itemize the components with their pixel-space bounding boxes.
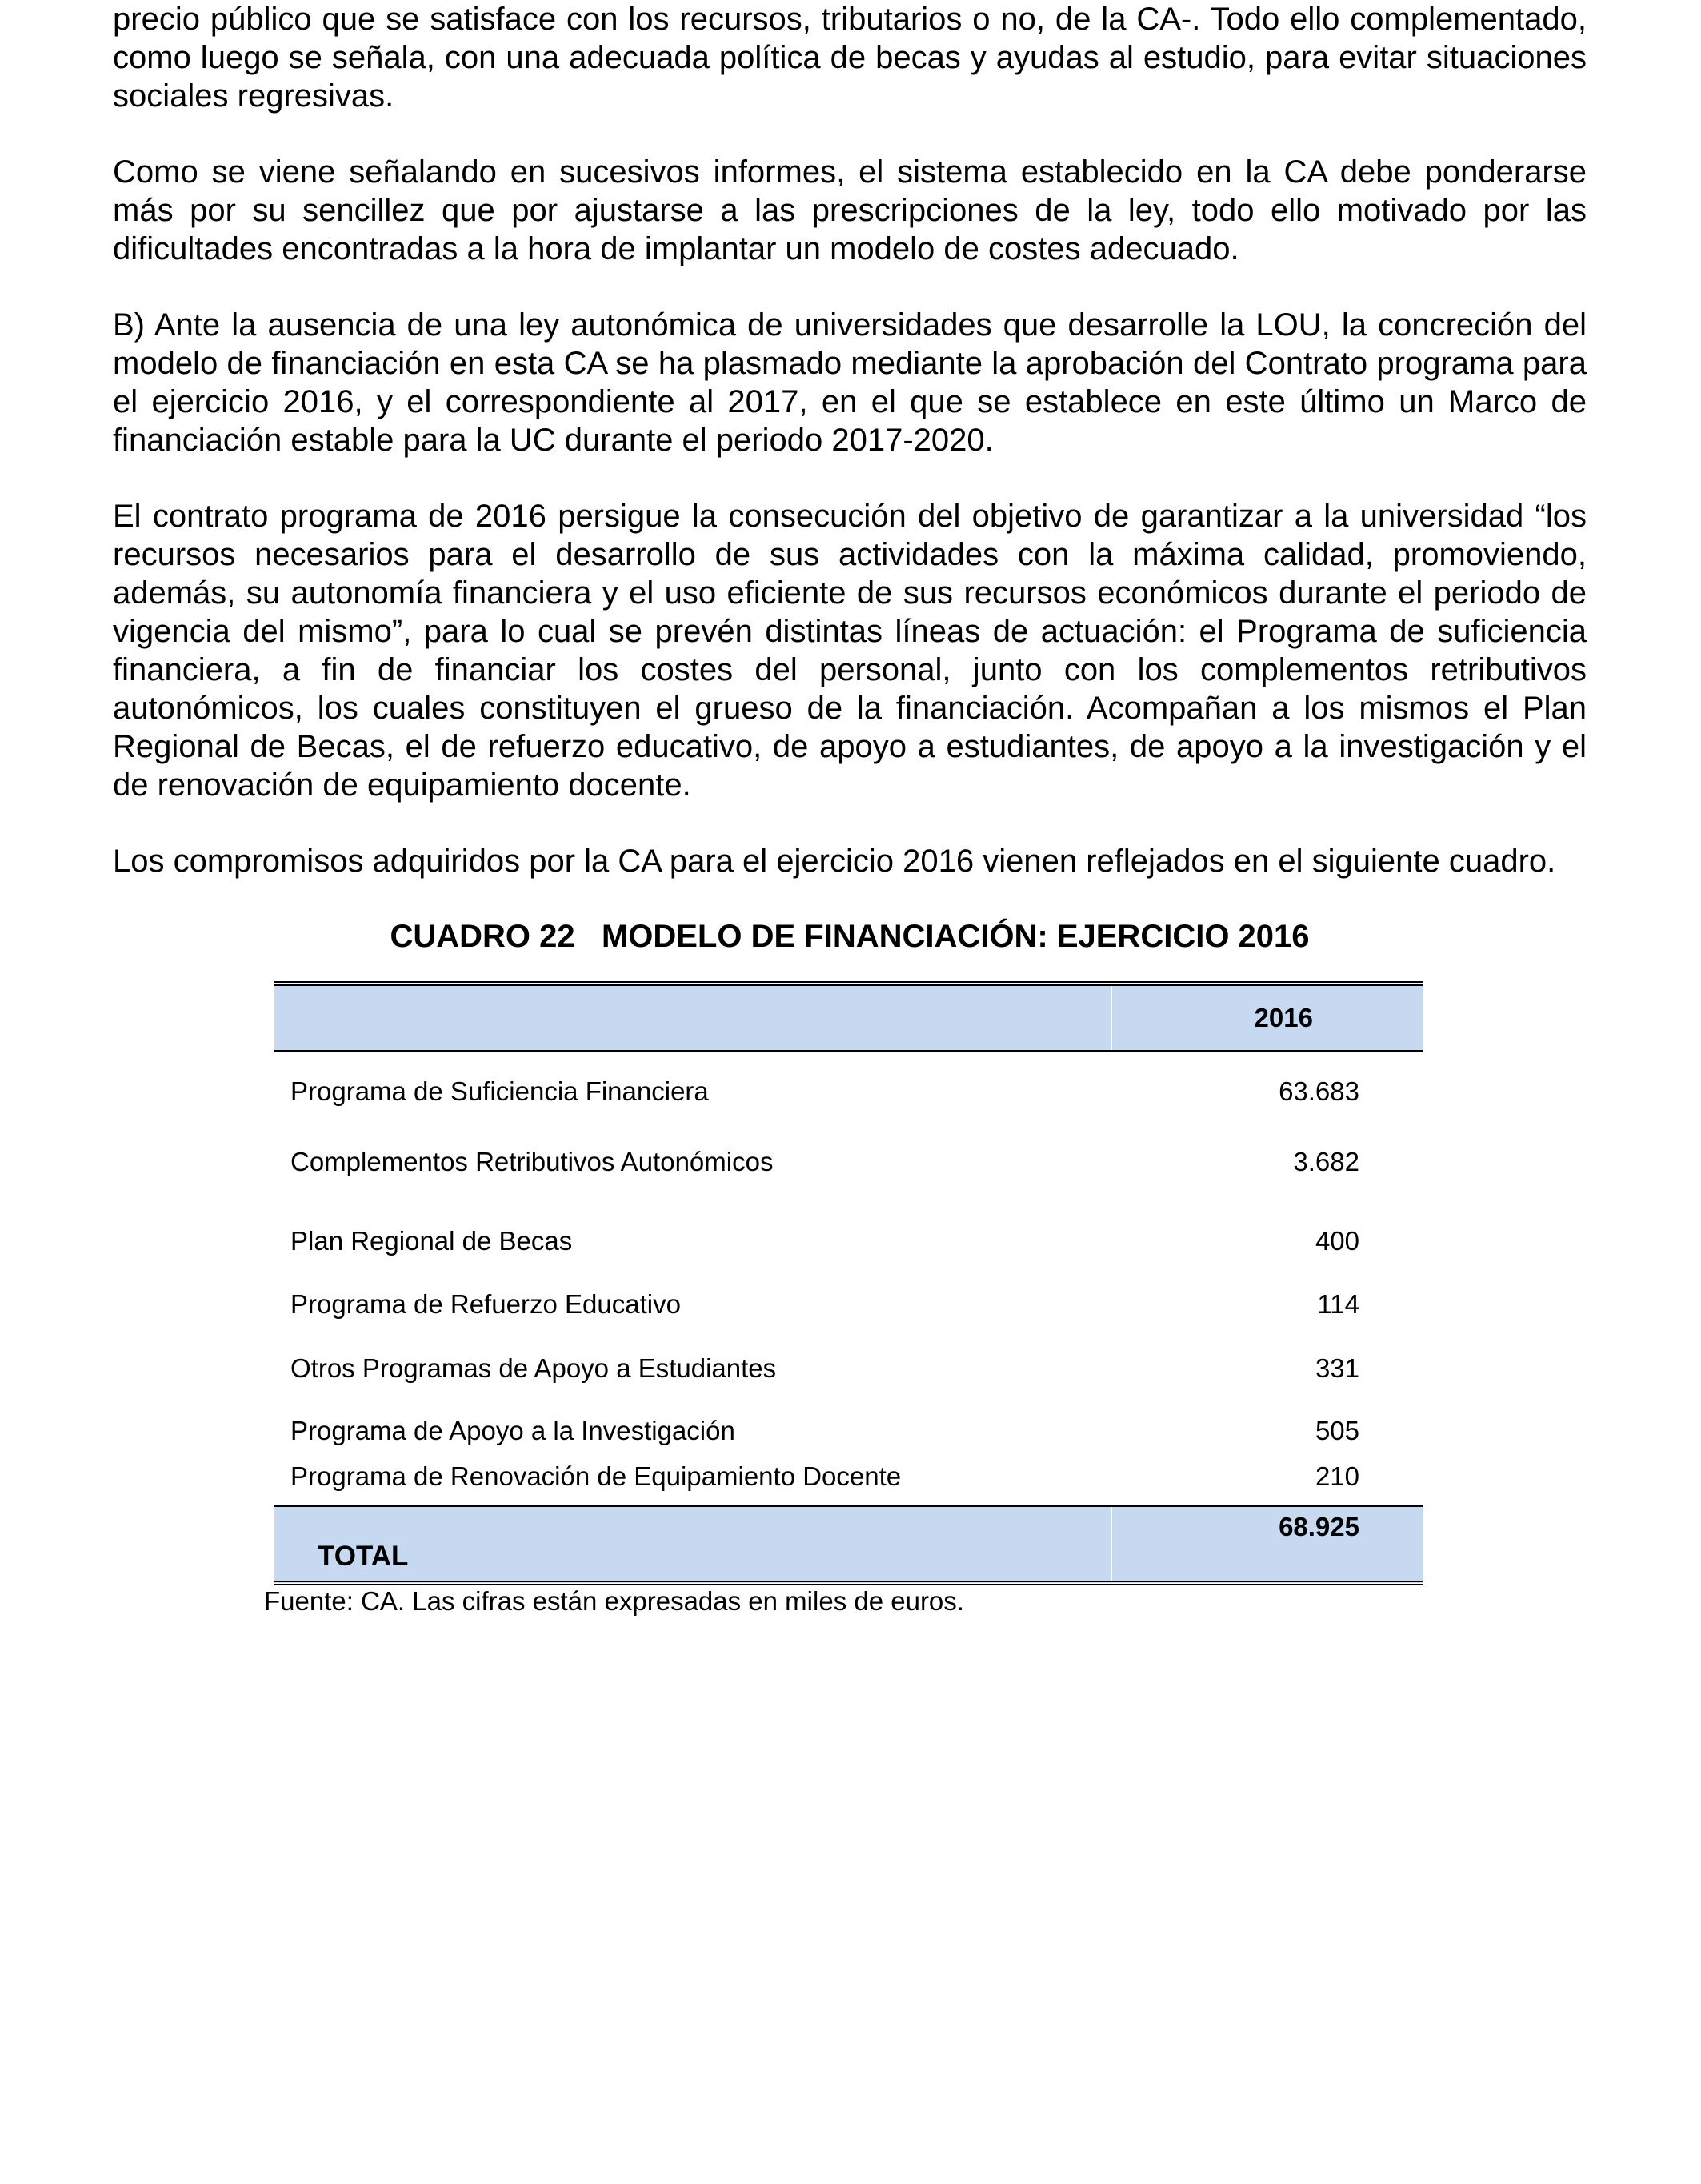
row-value: 210 — [1315, 1461, 1359, 1491]
row-value: 400 — [1315, 1225, 1359, 1256]
paragraph-1: precio público que se satisface con los recursos, tributarios o no, de la CA-. Todo ello complementado, como luego se señala, con una adecuada política de becas y ayudas al estudio, para evitar situaciones sociales regresivas. — [113, 2, 1587, 114]
table-row — [274, 1052, 1423, 1125]
table-row — [274, 1336, 1423, 1401]
row-label: Programa de Renovación de Equipamiento Docente — [290, 1461, 902, 1491]
row-label: Programa de Suficiencia Financiera — [290, 1076, 709, 1107]
financing-table-wrapper — [274, 981, 1423, 1585]
header-label-cell — [274, 984, 1111, 1052]
row-value: 3.682 — [1293, 1146, 1359, 1176]
table-header-row — [274, 984, 1423, 1052]
row-label: Complementos Retributivos Autonómicos — [290, 1146, 774, 1176]
paragraph-3: B) Ante la ausencia de una ley autonómica de universidades que desarrolle la LOU, la concreción del modelo de financiación en esta CA se ha plasmado mediante la aprobación del Contrato programa para el ejercicio 2016, y el correspondiente al 2017, en el que se establece en este último un Marco de financiación estable para la UC durante el periodo 2017-2020. — [113, 307, 1587, 458]
table-row — [274, 1125, 1423, 1199]
table-source-note: Fuente: CA. Las cifras están expresadas en miles de euros. — [264, 1586, 964, 1616]
table-row — [274, 1272, 1423, 1336]
paragraph-2: Como se viene señalando en sucesivos informes, el sistema establecido en la CA debe ponderarse más por su sencillez que por ajustarse a las prescripciones de la ley, todo ello motivado por las dificultades encontradas a la hora de implantar un modelo de costes adecuado. — [113, 154, 1587, 266]
row-label: Otros Programas de Apoyo a Estudiantes — [290, 1352, 777, 1383]
row-value: 331 — [1315, 1352, 1359, 1383]
table-total-row — [274, 1506, 1423, 1584]
document-page — [113, 0, 1587, 1617]
row-label: Programa de Refuerzo Educativo — [290, 1288, 681, 1319]
table-row — [274, 1401, 1423, 1461]
total-label: TOTAL — [274, 1506, 1111, 1584]
row-label: Plan Regional de Becas — [290, 1225, 573, 1256]
paragraph-5: Los compromisos adquiridos por la CA para el ejercicio 2016 vienen reflejados en el siguiente cuadro. — [113, 844, 1556, 879]
paragraph-4: El contrato programa de 2016 persigue la consecución del objetivo de garantizar a la universidad “los recursos necesarios para el desarrollo de sus actividades con la máxima calidad, promoviendo, además, su autonomía financiera y el uso eficiente de sus recursos económicos durante el periodo de vigencia del mismo”, para lo cual se prevén distintas líneas de actuación: el Programa de suficiencia financiera, a fin de financiar los costes del personal, junto con los complementos retributivos autonómicos, los cuales constituyen el grueso de la financiación. Acompañan a los mismos el Plan Regional de Becas, el de refuerzo educativo, de apoyo a estudiantes, de apoyo a la investigación y el de renovación de equipamiento docente. — [113, 499, 1587, 803]
table-row — [274, 1199, 1423, 1272]
financing-table — [274, 981, 1423, 1585]
row-label: Programa de Apoyo a la Investigación — [290, 1415, 735, 1445]
row-value: 505 — [1315, 1415, 1359, 1445]
total-value: 68.925 — [1111, 1506, 1423, 1584]
row-value: 63.683 — [1279, 1076, 1359, 1107]
table-title: CUADRO 22 MODELO DE FINANCIACIÓN: EJERCICIO 2016 — [390, 919, 1310, 954]
header-year-cell: 2016 — [1111, 984, 1423, 1052]
table-row — [274, 1461, 1423, 1506]
row-value: 114 — [1317, 1288, 1359, 1319]
